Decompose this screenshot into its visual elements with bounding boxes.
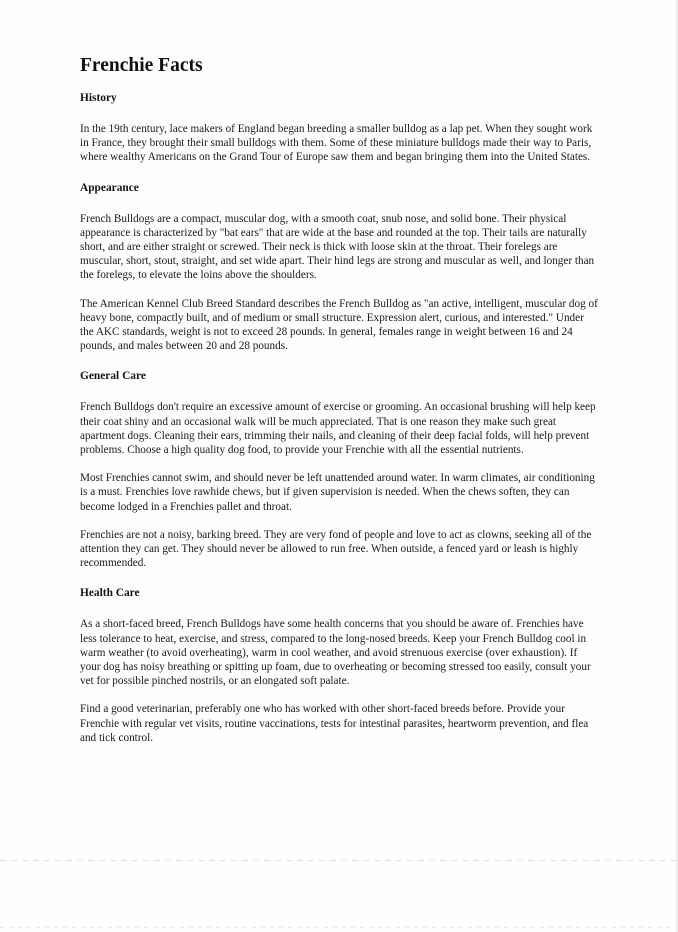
document-body [80,54,600,745]
section-health-care [80,586,600,745]
section-heading-general-care: General Care [80,370,146,383]
history-paragraph-1: In the 19th century, lace makers of England began breeding a smaller bulldog as a lap pet. When they sought work in France, they brought their small bulldogs with them. Some of these miniature bulldogs made their way to Paris, where wealthy Americans on the Grand Tour of Europe saw them and began bringing them into the United States. [80,123,593,164]
general-care-paragraph-1: French Bulldogs don't require an excessive amount of exercise or grooming. An occasional brushing will help keep their coat shiny and an occasional walk will be much appreciated. That is one reason they make such great apartment dogs. Cleaning their ears, trimming their nails, and cleaning of their deep facial folds, will help prevent problems. Choose a high quality dog food, to provide your Frenchie with all the essential nutrients. [80,401,596,457]
section-heading-history: History [80,92,117,104]
section-heading-appearance: Appearance [80,181,139,194]
health-care-paragraph-1: As a short-faced breed, French Bulldogs have some health concerns that you should be aware of. Frenchies have less tolerance to heat, exercise, and stress, compared to the long-nosed breeds. Keep your French Bulldog cool in warm weather (to avoid overheating), warm in cool weather, and avoid strenuous exercise (over exhaustion). If your dog has noisy breathing or spitting up foam, due to overheating or becoming stressed too easily, consult your vet for possible pinched nostrils, or an elongated soft palate. [80,618,591,688]
scan-artifact-line [0,860,678,861]
appearance-paragraph-1: French Bulldogs are a compact, muscular dog, with a smooth coat, snub nose, and solid bone. Their physical appearance is characterized by "bat ears" that are wide at the base and rounded at the top. Their tails are naturally short, and are either straight or screwed. Their neck is thick with loose skin at the throat. Their forelegs are muscular, short, stout, straight, and set wide apart. Their hind legs are strong and muscular as well, and longer than the forelegs, to elevate the loins above the shoulders. [80,212,595,282]
section-history [80,91,600,165]
general-care-paragraph-2: Most Frenchies cannot swim, and should never be left unattended around water. In warm climates, air conditioning is a must. Frenchies love rawhide chews, but if given supervision is needed. When the chews soften, they can become lodged in a Frenchies pallet and throat. [80,472,595,513]
document-title: Frenchie Facts [80,55,203,76]
scan-artifact-line-bottom [0,927,678,928]
health-care-paragraph-2: Find a good veterinarian, preferably one who has worked with other short-faced breeds before. Provide your Frenchie with regular vet visits, routine vaccinations, tests for intestinal parasites, heartworm prevention, and flea and tick control. [80,703,589,744]
section-appearance [80,181,600,354]
section-heading-health-care: Health Care [80,587,140,600]
appearance-paragraph-2: The American Kennel Club Breed Standard describes the French Bulldog as "an active, intelligent, muscular dog of heavy bone, compactly built, and of medium or small structure. Expression alert, curious, and interested." Under the AKC standards, weight is not to exceed 28 pounds. In general, females range in weight between 16 and 24 pounds, and males between 20 and 28 pounds. [80,297,598,353]
general-care-paragraph-3: Frenchies are not a noisy, barking breed. They are very fond of people and love to act as clowns, seeking all of the attention they can get. They should never be allowed to run free. When outside, a fenced yard or leash is highly recommended. [80,528,592,570]
section-general-care [80,369,600,570]
